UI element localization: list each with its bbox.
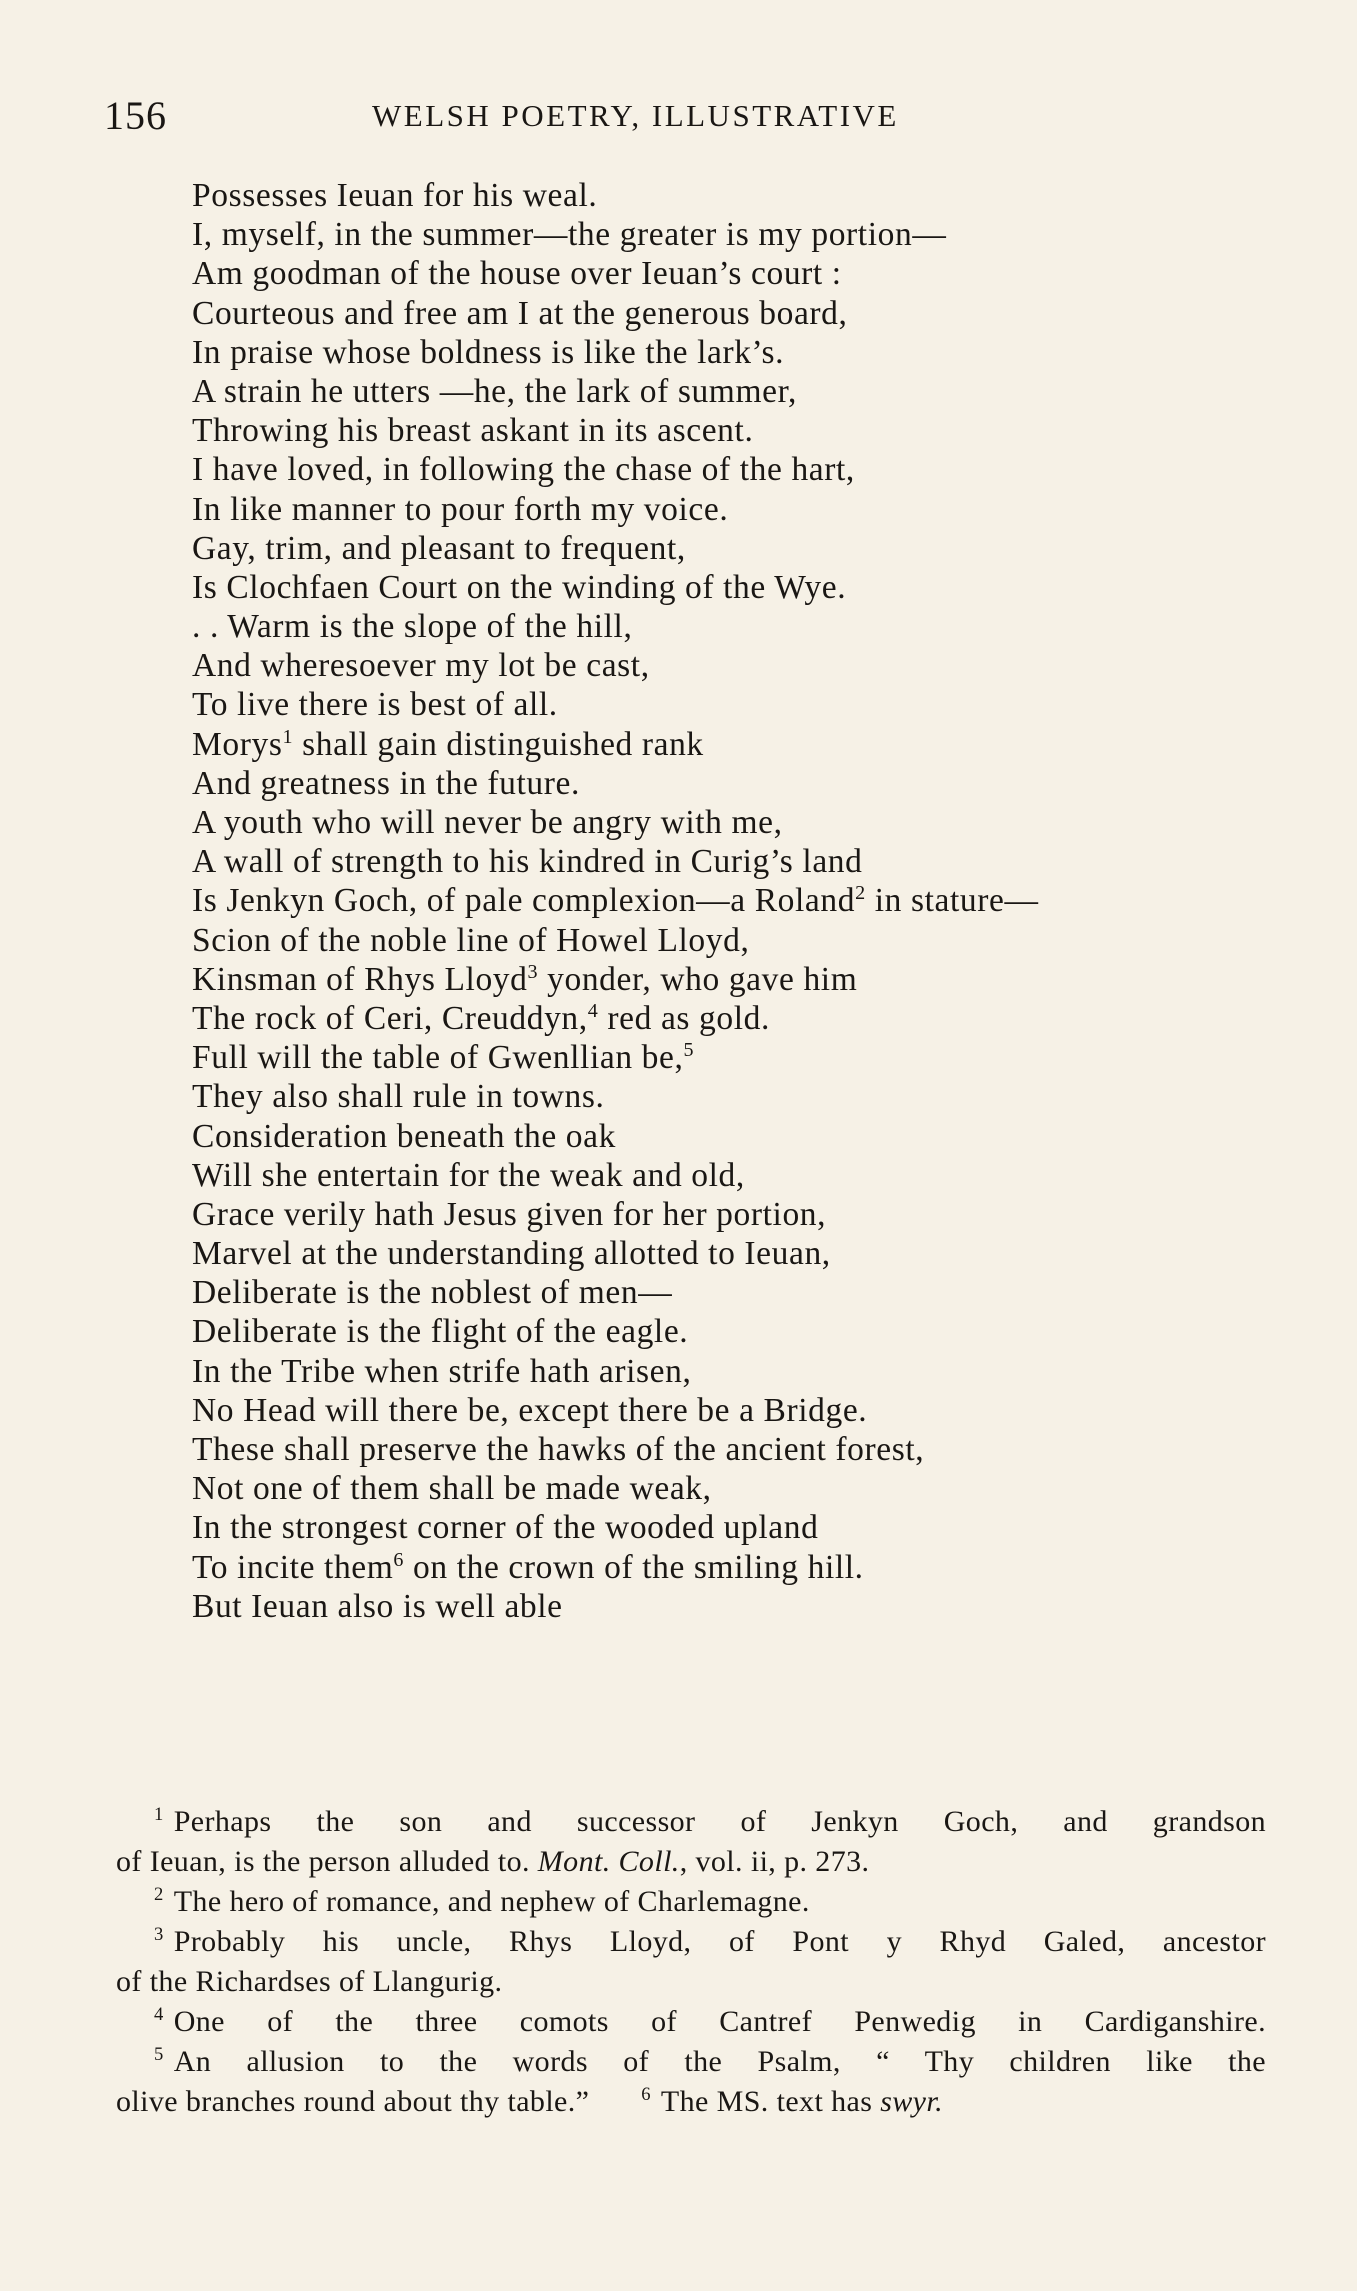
poem-line-text: Morys — [192, 725, 283, 763]
footnote-text: The hero of romance, and nephew of Charlemagne. — [173, 1885, 810, 1918]
poem-line-text: Gay, trim, and pleasant to frequent, — [192, 529, 686, 567]
poem-line-text: Deliberate is the noblest of men— — [192, 1274, 673, 1312]
poem-line-text: A strain he utters —he, the lark of summer, — [192, 372, 797, 410]
footnote-1 — [116, 1802, 1266, 1842]
poem-line-text: No Head will there be, except there be a Bridge. — [192, 1391, 868, 1429]
footnote-5 — [116, 2042, 1266, 2082]
poem-line-text: in stature— — [865, 882, 1039, 920]
poem-line-text: red as gold. — [598, 999, 770, 1037]
poem-line-text: The rock of Ceri, Creuddyn, — [192, 999, 588, 1037]
footnote-3 — [116, 1922, 1266, 1962]
poem-line — [192, 1312, 1282, 1351]
poem-line-text: In praise whose boldness is like the lark’s. — [192, 333, 785, 371]
footnote-reference: 5 — [683, 1038, 695, 1061]
footnote-reference: 1 — [282, 725, 294, 748]
poem-line-text: Throwing his breast askant in its ascent. — [192, 412, 754, 450]
poem-line-text: In the Tribe when strife hath arisen, — [192, 1352, 692, 1390]
footnote-text: olive branches round about thy table.” — [116, 2085, 590, 2118]
poem-line-text: Possesses Ieuan for his weal. — [192, 177, 598, 214]
poem-line — [192, 1077, 1282, 1116]
poem-line-text: I have loved, in following the chase of the hart, — [192, 451, 855, 489]
footnote-2 — [116, 1882, 1266, 1922]
poem-line — [192, 529, 1282, 568]
poem-line — [192, 842, 1282, 881]
poem-line-text: Will she entertain for the weak and old, — [192, 1156, 745, 1194]
poem-line — [192, 1469, 1282, 1508]
poem-line — [192, 881, 1282, 920]
poem-line-text: A wall of strength to his kindred in Curig’s land — [192, 843, 863, 881]
page-number: 156 — [104, 93, 167, 138]
poem-line — [192, 1508, 1282, 1547]
poem-line-text: on the crown of the smiling hill. — [404, 1548, 864, 1586]
footnote-mark: 3 — [154, 1924, 164, 1945]
poem-line — [192, 999, 1282, 1038]
footnote-4 — [116, 2002, 1266, 2042]
manuscript-reading: swyr. — [880, 2085, 944, 2118]
poem-line — [192, 685, 1282, 724]
footnote-mark: 4 — [154, 2004, 164, 2025]
poem-line-text: And greatness in the future. — [192, 764, 580, 802]
poem-line-text: A youth who will never be angry with me, — [192, 804, 783, 841]
footnote-5-continued — [116, 2082, 1266, 2122]
footnote-reference: 2 — [855, 882, 866, 905]
footnote-text: Probably his uncle, Rhys Lloyd, of Pont y Rhyd Galed, ancestor — [173, 1925, 1266, 1958]
poem-line — [192, 1548, 1282, 1587]
footnote-mark: 1 — [154, 1804, 164, 1825]
poem-line-text: I, myself, in the summer—the greater is my portion— — [192, 216, 947, 254]
footnote-reference: 4 — [587, 999, 599, 1022]
poem-line — [192, 803, 1282, 842]
poem-line — [192, 450, 1282, 489]
footnote-text: of Ieuan, is the person alluded to. — [116, 1845, 538, 1878]
poem-line — [192, 960, 1282, 999]
poem-line — [192, 1391, 1282, 1430]
poem-line — [192, 333, 1282, 372]
poem-line-text: And wheresoever my lot be cast, — [192, 647, 650, 685]
footnote-6 — [641, 2085, 943, 2118]
footnote-text: Perhaps the son and successor of Jenkyn Goch, and grandson — [173, 1805, 1266, 1838]
poem-line — [192, 646, 1282, 685]
poem-line-text: Is Jenkyn Goch, of pale complexion—a Roland — [192, 882, 856, 920]
running-title: WELSH POETRY, ILLUSTRATIVE — [372, 98, 899, 133]
poem-line-text: Deliberate is the flight of the eagle. — [192, 1313, 689, 1351]
footnote-mark: 6 — [641, 2084, 651, 2105]
poem-line-text: Courteous and free am I at the generous board, — [192, 294, 848, 332]
poem-line-text: Kinsman of Rhys Lloyd — [192, 960, 528, 998]
poem-line — [192, 1156, 1282, 1195]
poem-line-text: To live there is best of all. — [192, 686, 558, 724]
poem-line — [192, 176, 1282, 215]
footnote-reference: 6 — [393, 1548, 405, 1571]
poem-line-text: Grace verily hath Jesus given for her portion, — [192, 1195, 827, 1233]
footnote-text: One of the three comots of Cantref Penwedig in Cardiganshire. — [173, 2005, 1266, 2038]
footnote-mark: 5 — [154, 2044, 164, 2065]
poem-line — [192, 1430, 1282, 1469]
poem-line — [192, 568, 1282, 607]
poem-line-text: Is Clochfaen Court on the winding of the Wye. — [192, 568, 847, 606]
footnotes — [116, 1802, 1266, 2122]
poem-line — [192, 294, 1282, 333]
poem-line-text: Not one of them shall be made weak, — [192, 1470, 712, 1508]
poem-line-text: Marvel at the understanding allotted to Ieuan, — [192, 1235, 831, 1273]
poem-line-text: . . Warm is the slope of the hill, — [192, 608, 633, 646]
poem-line — [192, 1273, 1282, 1312]
running-head — [104, 92, 1264, 142]
poem-line — [192, 1234, 1282, 1273]
poem-line-text: Scion of the noble line of Howel Lloyd, — [192, 921, 750, 959]
poem-line — [192, 764, 1282, 803]
poem-line-text: These shall preserve the hawks of the ancient forest, — [192, 1431, 925, 1468]
poem-line — [192, 1352, 1282, 1391]
poem-line-text: Am goodman of the house over Ieuan’s court : — [192, 255, 842, 293]
poem-line — [192, 1117, 1282, 1156]
poem-line — [192, 1038, 1282, 1077]
poem-line-text: In the strongest corner of the wooded upland — [192, 1509, 819, 1547]
poem-line-text: yonder, who gave him — [538, 960, 858, 998]
poem-line — [192, 921, 1282, 960]
footnote-3-continued — [116, 1962, 1266, 2002]
footnote-mark: 2 — [154, 1884, 164, 1905]
poem-line-text: shall gain distinguished rank — [293, 725, 704, 763]
footnote-text: of the Richardses of Llangurig. — [116, 1965, 503, 1998]
footnote-text: The MS. text has — [660, 2085, 881, 2118]
footnote-text: An allusion to the words of the Psalm, “ Thy children like the — [173, 2045, 1266, 2078]
poem-line — [192, 725, 1282, 764]
poem-line-text: To incite them — [192, 1548, 394, 1586]
footnote-text: , vol. ii, p. 273. — [679, 1845, 870, 1878]
citation-italic: Mont. Coll. — [537, 1845, 680, 1878]
poem-line-text: In like manner to pour forth my voice. — [192, 490, 729, 528]
poem-line — [192, 254, 1282, 293]
poem-line — [192, 411, 1282, 450]
poem-line-text: They also shall rule in towns. — [192, 1078, 605, 1116]
poem-line-text: Consideration beneath the oak — [192, 1117, 616, 1155]
footnote-1-continued — [116, 1842, 1266, 1882]
poem-line — [192, 490, 1282, 529]
poem-line-text: But Ieuan also is well able — [192, 1587, 563, 1625]
poem-body — [192, 176, 1282, 1626]
poem-line — [192, 1587, 1282, 1626]
poem-line — [192, 372, 1282, 411]
poem-line — [192, 1195, 1282, 1234]
poem-line-text: Full will the table of Gwenllian be, — [192, 1039, 684, 1077]
poem-line — [192, 607, 1282, 646]
footnote-reference: 3 — [527, 960, 539, 983]
poem-line — [192, 215, 1282, 254]
